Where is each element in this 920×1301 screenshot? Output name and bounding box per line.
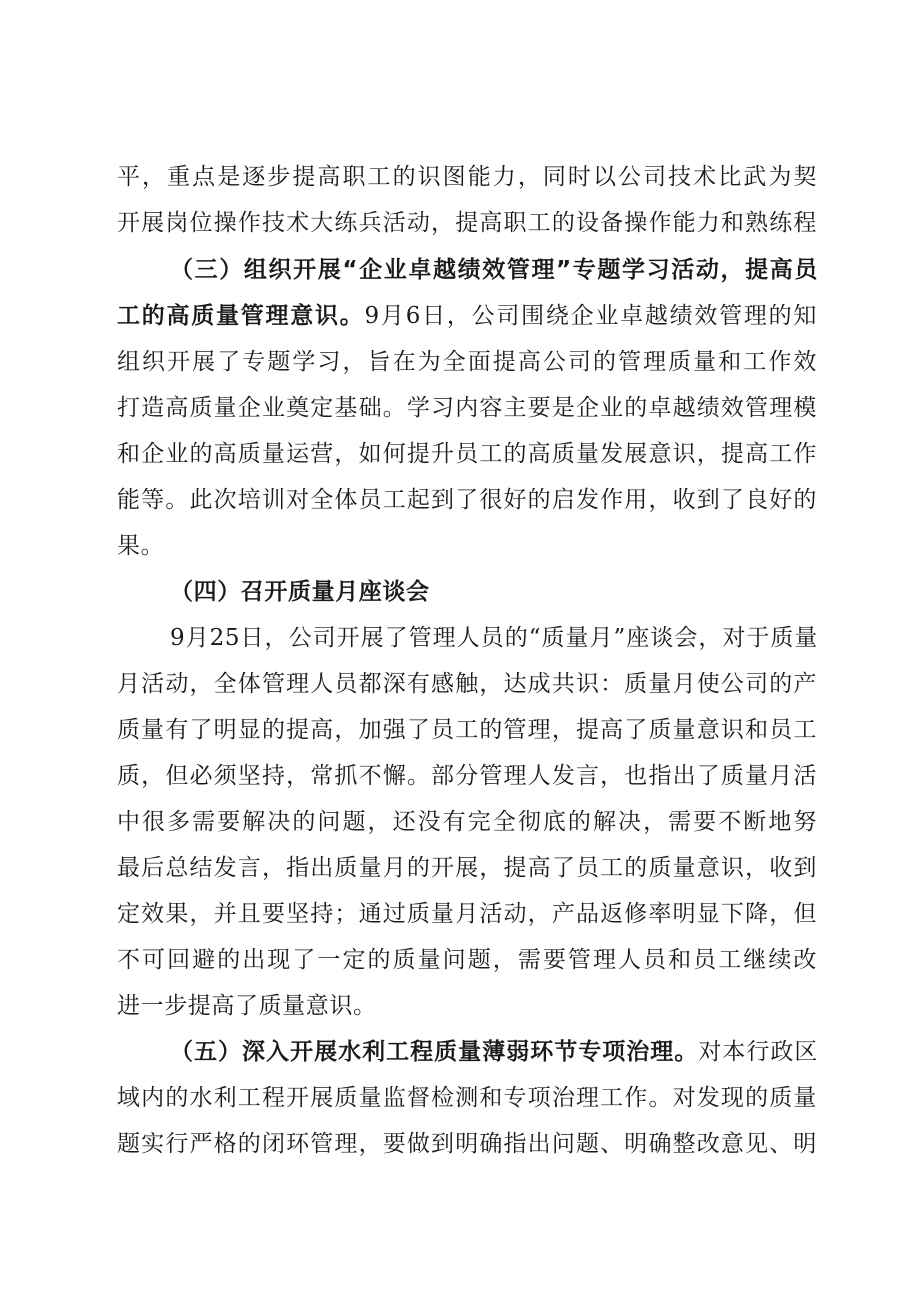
paragraph-line	[117, 342, 817, 382]
body-text: 打造高质量企业奠定基础。学习内容主要是企业的卓越绩效管理模	[117, 395, 817, 421]
section-heading-3	[170, 250, 818, 290]
paragraph-line	[117, 157, 817, 197]
section-heading-5	[170, 1032, 818, 1072]
body-text: 开展岗位操作技术大练兵活动，提高职工的设备操作能力和熟练程	[117, 210, 817, 236]
paragraph-line	[117, 940, 817, 980]
heading-text: （五）深入开展水利工程质量薄弱环节专项治理。	[170, 1039, 699, 1065]
body-text: 最后总结发言，指出质量月的开展，提高了员工的质量意识，收到	[117, 855, 817, 881]
paragraph-line	[117, 434, 817, 474]
paragraph-line	[117, 526, 817, 566]
body-text: 对本行政区	[698, 1039, 818, 1065]
body-text: 9月6日，公司围绕企业卓越绩效管理的知	[364, 303, 817, 329]
body-text: 题实行严格的闭环管理，要做到明确指出问题、明确整改意见、明	[117, 1131, 817, 1157]
paragraph-line	[117, 296, 817, 336]
body-text: 不可回避的出现了一定的质量问题，需要管理人员和员工继续改	[117, 947, 817, 973]
body-text: 平，重点是逐步提高职工的识图能力，同时以公司技术比武为契	[117, 164, 817, 190]
body-text: 中很多需要解决的问题，还没有完全彻底的解决，需要不断地努	[117, 809, 817, 835]
body-text: 和企业的高质量运营，如何提升员工的高质量发展意识，提高工作	[117, 441, 817, 467]
paragraph-line	[117, 203, 817, 243]
paragraph-line	[117, 664, 817, 704]
body-text: 质，但必须坚持，常抓不懈。部分管理人发言，也指出了质量月活	[117, 763, 817, 789]
body-text: 质量有了明显的提高，加强了员工的管理，提高了质量意识和员工	[117, 717, 817, 743]
paragraph-line	[117, 848, 817, 888]
body-text: 月活动，全体管理人员都深有感触，达成共识：质量月使公司的产	[117, 671, 817, 697]
body-text: 定效果，并且要坚持；通过质量月活动，产品返修率明显下降，但	[117, 901, 817, 927]
body-text: 组织开展了专题学习，旨在为全面提高公司的管理质量和工作效	[117, 349, 817, 375]
paragraph-line	[117, 756, 817, 796]
heading-text: 工的高质量管理意识。	[117, 303, 365, 329]
body-text: 域内的水利工程开展质量监督检测和专项治理工作。对发现的质量	[117, 1085, 817, 1111]
paragraph-line	[117, 1078, 817, 1118]
paragraph-line	[170, 618, 818, 658]
paragraph-line	[117, 894, 817, 934]
body-text: 能等。此次培训对全体员工起到了很好的启发作用，收到了良好的	[117, 487, 817, 513]
paragraph-line	[117, 802, 817, 842]
paragraph-line	[117, 388, 817, 428]
paragraph-line	[117, 480, 817, 520]
heading-text: （三）组织开展“企业卓越绩效管理”专题学习活动，提高员	[170, 257, 818, 283]
body-text: 进一步提高了质量意识。	[117, 993, 377, 1019]
paragraph-line	[117, 986, 817, 1026]
section-heading-4	[170, 572, 818, 612]
paragraph-line	[117, 1124, 817, 1164]
body-text: 9月25日，公司开展了管理人员的“质量月”座谈会，对于质量	[170, 625, 818, 651]
paragraph-line	[117, 710, 817, 750]
body-text: 果。	[117, 533, 165, 559]
heading-text: （四）召开质量月座谈会	[170, 579, 430, 605]
